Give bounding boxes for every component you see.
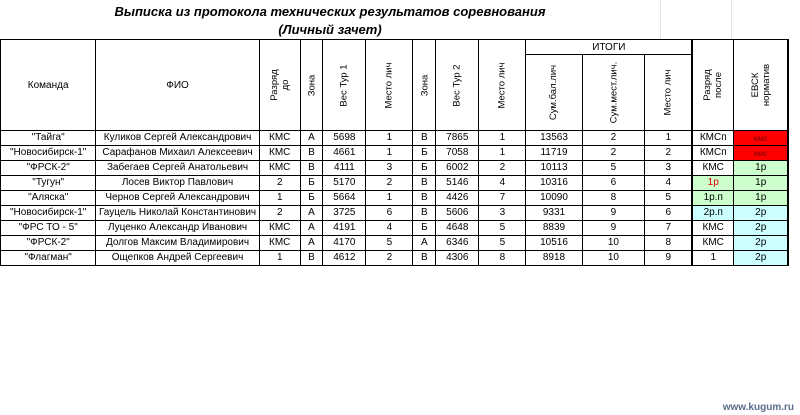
evsk-cell: 1р (734, 191, 789, 206)
table-row (1, 206, 800, 221)
place1-cell: 4 (366, 221, 413, 236)
name-cell: Гауцель Николай Константинович (96, 206, 259, 221)
header-place1-label: Место лич (383, 61, 395, 109)
sum-places-cell: 9 (582, 206, 645, 221)
zone2-cell: Б (413, 161, 436, 176)
document-subtitle: (Личный зачет) (278, 22, 382, 37)
sum-places-cell: 10 (582, 236, 645, 251)
place1-cell: 2 (366, 251, 413, 266)
weight2-cell: 7058 (436, 146, 479, 161)
weight1-cell: 4191 (323, 221, 366, 236)
team-cell: "Новосибирск-1" (1, 206, 96, 221)
header-place2 (479, 40, 526, 131)
evsk-cell: кмс (734, 131, 789, 146)
weight1-cell: 3725 (323, 206, 366, 221)
header-weight1-label: Вес Тур 1 (338, 63, 350, 107)
zone2-cell: Б (413, 221, 436, 236)
place2-cell: 7 (479, 191, 526, 206)
header-rank-before-label: Разряд до (268, 69, 291, 101)
rank-after-cell: КМСп (692, 146, 734, 161)
final-place-cell: 8 (645, 236, 693, 251)
rank-after-cell: 1р.п (692, 191, 734, 206)
header-sum-points-label: Сум.бал.лич (548, 64, 560, 121)
team-cell: "Новосибирск-1" (1, 146, 96, 161)
weight2-cell: 5146 (436, 176, 479, 191)
evsk-cell: 2р (734, 251, 789, 266)
rank-before-cell: 2 (259, 176, 300, 191)
rank-before-cell: КМС (259, 146, 300, 161)
place1-cell: 2 (366, 176, 413, 191)
sum-places-cell: 6 (582, 176, 645, 191)
place2-cell: 5 (479, 236, 526, 251)
table-row (1, 131, 800, 146)
zone1-cell: Б (300, 191, 323, 206)
table-row (1, 236, 800, 251)
final-place-cell: 7 (645, 221, 693, 236)
place2-cell: 4 (479, 176, 526, 191)
place2-cell: 1 (479, 131, 526, 146)
rank-before-cell: КМС (259, 236, 300, 251)
sum-places-cell: 2 (582, 146, 645, 161)
final-place-cell: 2 (645, 146, 693, 161)
place2-cell: 5 (479, 221, 526, 236)
rank-after-cell: КМС (692, 161, 734, 176)
sum-places-cell: 2 (582, 131, 645, 146)
zone1-cell: Б (300, 176, 323, 191)
header-sum-places-label: Сум.мест.лич. (607, 61, 619, 124)
sum-places-cell: 9 (582, 221, 645, 236)
sum-points-cell: 10113 (526, 161, 582, 176)
evsk-cell: 1р (734, 161, 789, 176)
sum-points-cell: 13563 (526, 131, 582, 146)
weight2-cell: 4648 (436, 221, 479, 236)
header-rank-after-label: Разряд после (702, 69, 725, 101)
team-cell: "ФРСК-2" (1, 236, 96, 251)
place1-cell: 6 (366, 206, 413, 221)
name-cell: Забегаев Сергей Анатольевич (96, 161, 259, 176)
table-row (1, 161, 800, 176)
team-cell: "ФРС ТО - 5" (1, 221, 96, 236)
weight1-cell: 4661 (323, 146, 366, 161)
watermark: www.kugum.ru (722, 402, 794, 413)
sum-points-cell: 9331 (526, 206, 582, 221)
header-zone2-label: Зона (418, 74, 430, 96)
name-cell: Луценко Александр Иванович (96, 221, 259, 236)
table-row (1, 251, 800, 266)
evsk-cell: 2р (734, 206, 789, 221)
rank-after-cell: 1 (692, 251, 734, 266)
rank-after-cell: 2р.п (692, 206, 734, 221)
document-title: Выписка из протокола технических результатов соревнования (114, 4, 546, 19)
place1-cell: 3 (366, 161, 413, 176)
zone2-cell: В (413, 176, 436, 191)
rank-after-cell: КМСп (692, 131, 734, 146)
weight2-cell: 5606 (436, 206, 479, 221)
table-row (1, 176, 800, 191)
rank-before-cell: КМС (259, 131, 300, 146)
header-final-place-label: Место лич (662, 69, 674, 116)
evsk-cell: кмс (734, 146, 789, 161)
name-cell: Долгов Максим Владимирович (96, 236, 259, 251)
place2-cell: 8 (479, 251, 526, 266)
sum-places-cell: 8 (582, 191, 645, 206)
name-cell: Куликов Сергей Александрович (96, 131, 259, 146)
evsk-cell: 1р (734, 176, 789, 191)
results-body (1, 131, 800, 266)
place1-cell: 1 (366, 146, 413, 161)
team-cell: "Аляска" (1, 191, 96, 206)
sum-places-cell: 10 (582, 251, 645, 266)
header-zone1-label: Зона (306, 74, 317, 96)
team-cell: "Тугун" (1, 176, 96, 191)
zone2-cell: В (413, 206, 436, 221)
header-team: Команда (1, 40, 96, 131)
header-zone2 (413, 40, 436, 131)
rank-after-cell: КМС (692, 221, 734, 236)
sheet-gridline (731, 0, 732, 39)
place2-cell: 3 (479, 206, 526, 221)
header-name: ФИО (96, 40, 259, 131)
header-place1 (366, 40, 413, 131)
header-weight2-label: Вес Тур 2 (451, 63, 463, 107)
final-place-cell: 1 (645, 131, 693, 146)
weight2-cell: 6346 (436, 236, 479, 251)
header-weight1 (323, 40, 366, 131)
team-cell: "Флагман" (1, 251, 96, 266)
zone1-cell: А (300, 131, 323, 146)
rank-before-cell: 1 (259, 191, 300, 206)
weight1-cell: 5698 (323, 131, 366, 146)
final-place-cell: 5 (645, 191, 693, 206)
place1-cell: 5 (366, 236, 413, 251)
zone1-cell: А (300, 206, 323, 221)
header-sum-points (526, 55, 582, 131)
zone1-cell: А (300, 236, 323, 251)
weight1-cell: 4170 (323, 236, 366, 251)
rank-before-cell: 1 (259, 251, 300, 266)
evsk-cell: 2р (734, 221, 789, 236)
table-row (1, 221, 800, 236)
name-cell: Чернов Сергей Александрович (96, 191, 259, 206)
final-place-cell: 4 (645, 176, 693, 191)
header-place2-label: Место лич (496, 61, 508, 109)
name-cell: Сарафанов Михаил Алексеевич (96, 146, 259, 161)
name-cell: Ощепков Андрей Сергеевич (96, 251, 259, 266)
sum-points-cell: 10516 (526, 236, 582, 251)
zone1-cell: В (300, 146, 323, 161)
sum-points-cell: 10090 (526, 191, 582, 206)
rank-after-cell: 1р (692, 176, 734, 191)
zone2-cell: В (413, 191, 436, 206)
team-cell: "ФРСК-2" (1, 161, 96, 176)
zone2-cell: В (413, 131, 436, 146)
header-rank-before (259, 40, 300, 131)
team-cell: "Тайга" (1, 131, 96, 146)
final-place-cell: 3 (645, 161, 693, 176)
name-cell: Лосев Виктор Павлович (96, 176, 259, 191)
zone2-cell: Б (413, 146, 436, 161)
sheet-gridline (660, 0, 661, 39)
weight1-cell: 5664 (323, 191, 366, 206)
place2-cell: 1 (479, 146, 526, 161)
zone2-cell: А (413, 236, 436, 251)
header-totals: ИТОГИ (526, 40, 692, 55)
results-table (0, 39, 800, 266)
table-row (1, 146, 800, 161)
rank-after-cell: КМС (692, 236, 734, 251)
header-evsk-label: ЕВСК норматив (749, 63, 772, 107)
evsk-cell: 2р (734, 236, 789, 251)
table-row (1, 191, 800, 206)
weight2-cell: 4306 (436, 251, 479, 266)
sum-points-cell: 8918 (526, 251, 582, 266)
header-zone1 (300, 40, 323, 131)
header-sum-places (582, 55, 645, 131)
zone1-cell: А (300, 221, 323, 236)
place1-cell: 1 (366, 131, 413, 146)
header-weight2 (436, 40, 479, 131)
weight1-cell: 4111 (323, 161, 366, 176)
sum-points-cell: 10316 (526, 176, 582, 191)
weight1-cell: 4612 (323, 251, 366, 266)
zone2-cell: В (413, 251, 436, 266)
final-place-cell: 9 (645, 251, 693, 266)
weight2-cell: 7865 (436, 131, 479, 146)
weight1-cell: 5170 (323, 176, 366, 191)
header-rank-after (692, 40, 734, 131)
rank-before-cell: КМС (259, 221, 300, 236)
weight2-cell: 4426 (436, 191, 479, 206)
rank-before-cell: КМС (259, 161, 300, 176)
zone1-cell: В (300, 161, 323, 176)
header-final-place (645, 55, 693, 131)
rank-before-cell: 2 (259, 206, 300, 221)
header-evsk (734, 40, 789, 131)
place2-cell: 2 (479, 161, 526, 176)
place1-cell: 1 (366, 191, 413, 206)
sum-points-cell: 8839 (526, 221, 582, 236)
sum-points-cell: 11719 (526, 146, 582, 161)
sum-places-cell: 5 (582, 161, 645, 176)
weight2-cell: 6002 (436, 161, 479, 176)
zone1-cell: В (300, 251, 323, 266)
final-place-cell: 6 (645, 206, 693, 221)
